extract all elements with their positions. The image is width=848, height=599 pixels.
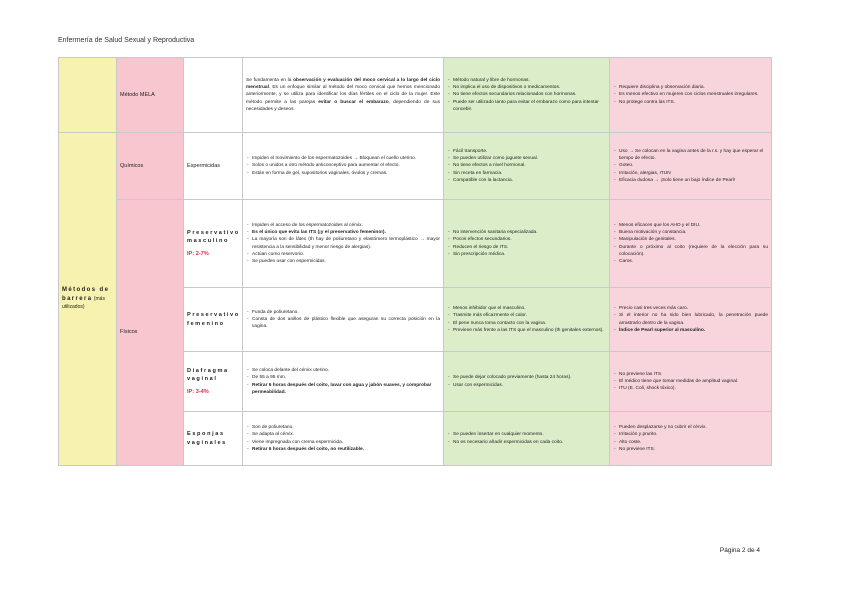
list-item: - Menos inhibidor que el masculino. [453, 305, 606, 312]
description-cell [243, 200, 444, 288]
disadvantages-cell [610, 58, 772, 133]
method-cell [117, 58, 184, 133]
disadvantages-list [613, 84, 768, 106]
category-cell-barrera [59, 133, 117, 466]
list-item: - Previene más frente a las ITS que el masculino (th genitales externos). [453, 327, 606, 334]
category-cell-fisicos [117, 200, 184, 466]
disadvantages-cell [610, 412, 772, 466]
description-cell [243, 412, 444, 466]
disadvantages-list [613, 424, 768, 453]
method-cell [184, 200, 243, 288]
method-cell [184, 352, 243, 412]
barrier-methods-sublabel: (más utilizados) [62, 296, 105, 311]
advantages-list [447, 77, 606, 113]
list-item [252, 446, 440, 453]
list-item: - Eficacia dudosa → ¡Solo tiene un bajo índice de Pearl! [619, 177, 768, 184]
list-item: - ITU (E. Coli, shock tóxico). [619, 385, 768, 392]
list-item: - No implica el uso de dispositivos o medicamentos. [453, 84, 606, 91]
description-list [246, 155, 440, 177]
list-item: - De 55 a 95 mm. [252, 374, 440, 381]
advantages-cell [444, 288, 610, 352]
page-number: Página 2 de 4 [719, 547, 760, 554]
description-cell [243, 352, 444, 412]
list-item: - Se pueden usar con espermicidas. [252, 258, 440, 265]
list-item: - Son de poliuretano. [252, 424, 440, 431]
list-item: - Se coloca delante del cérvix uterino. [252, 367, 440, 374]
desc-bold: observación y evaluación del moco cervical a lo largo del ciclo menstrual [246, 78, 441, 91]
disadvantages-list [613, 371, 768, 393]
list-item: - Impiden el movimiento de los espermatozoides → Bloquean el cuello uterino. [252, 155, 440, 162]
list-item: - Pueden desplazarse y no cubrir el cérvix. [619, 424, 768, 431]
list-item: - Goteo. [619, 162, 768, 169]
table-row [59, 58, 772, 133]
list-item: - No protege contra las ITS. [619, 99, 768, 106]
list-item: - No previene ITS. [619, 446, 768, 453]
list-item: - Pocos efectos secundarios. [453, 236, 606, 243]
list-item: - No tiene efectos secundarios relacionados con hormonas. [453, 91, 606, 98]
list-item: - Requiere disciplina y observación diaria. [619, 84, 768, 91]
desc-bold: evitar o buscar el embarazo [318, 99, 389, 105]
method-cell [184, 133, 243, 200]
method-name: Esponjas vaginales [187, 431, 227, 446]
list-item: - Fácil transporte. [453, 148, 606, 155]
method-name: Preservativo femenino [187, 312, 240, 327]
method-name: Espermicidas [187, 162, 221, 169]
disadvantages-cell [610, 352, 772, 412]
advantages-cell [444, 58, 610, 133]
disadvantages-list [613, 148, 768, 184]
desc-text: . Es un enfoque similar al método del moco cervical que hemos mencionado anteriormente, y se utiliza para identificar los días fértiles en el ciclo de la mujer. Este método permite a las parejas [246, 85, 440, 105]
list-item [619, 327, 768, 334]
contraceptive-methods-table [58, 57, 772, 466]
list-item: - Buena motivación y constancia. [619, 229, 768, 236]
list-item: - Consta de dos anillos de plástico flexible que aseguran su correcta posición en la vagina. [252, 316, 440, 330]
list-item: - La mayoría son de látex (th hay de poliuretano y elastómero termoplástico → mayor resistencia a la sensibilidad y menor riesgo de alergias). [252, 236, 440, 250]
list-item: - Manipulación de genitales. [619, 236, 768, 243]
list-item: - Método natural y libre de hormonas. [453, 77, 606, 84]
list-item: - El médico tiene que tomar medidas de amplitud vaginal. [619, 378, 768, 385]
desc-bold: Retirar 6 horas después del coito, lavar con agua y jabón suaves, y comprobar permeabilidad. [252, 382, 432, 395]
description-cell [243, 288, 444, 352]
list-item: - Solos o unidos a otro método anticonceptivo para aumentar el efecto. [252, 162, 440, 169]
method-cell [184, 288, 243, 352]
list-item: - Funda de poliuretano. [252, 309, 440, 316]
disadvantages-cell [610, 133, 772, 200]
desc-text: , dependiendo de sus necesidades y deseos. [246, 99, 440, 112]
list-item: - No es necesario añadir espermicidas en cada coito. [453, 439, 606, 446]
advantages-list [447, 305, 606, 334]
list-item: - Están en forma de gel, supositorios vaginales, óvulos y cremas. [252, 170, 440, 177]
list-item: - Sin prescripción médica. [453, 251, 606, 258]
table-row [59, 200, 772, 288]
table-row [59, 133, 772, 200]
list-item [252, 382, 440, 396]
desc-bold: Retirar 6 horas después del coito, no reutilizable. [252, 446, 364, 452]
description-list [246, 222, 440, 265]
list-item: - El pene nunca toma contacto con la vagina. [453, 320, 606, 327]
disadvantages-cell [610, 200, 772, 288]
barrier-methods-label: Métodos de barrera [62, 287, 110, 303]
advantages-list [447, 148, 606, 184]
category-name: Físicos [120, 329, 138, 336]
list-item: - No tiene efectos a nivel hormonal. [453, 162, 606, 169]
list-item: - Sin receta en farmacia. [453, 170, 606, 177]
category-cell-empty [59, 58, 117, 133]
list-item: - Caros. [619, 258, 768, 265]
pearl-index: IP: 3-4% [187, 388, 209, 395]
submethod-cell-empty [184, 58, 243, 133]
list-item: - Alto coste. [619, 439, 768, 446]
list-item: - Durante o próximo al coito (requiere de la elección para su colocación). [619, 244, 768, 258]
description-cell [243, 58, 444, 133]
list-item: - Actúan como reservorio. [252, 251, 440, 258]
list-item: - Menos eficaces que los AHO y el DIU. [619, 222, 768, 229]
desc-bold: Índice de Pearl superior al masculino. [619, 327, 706, 333]
method-name: Diafragma vaginal [187, 367, 229, 383]
description-cell [243, 133, 444, 200]
pearl-index: IP: 2-7% [187, 250, 209, 257]
category-cell-quimicos [117, 133, 184, 200]
list-item: - Irritación y prurito. [619, 431, 768, 438]
list-item: - No previene las ITS. [619, 371, 768, 378]
advantages-list [447, 431, 606, 445]
description-list [246, 367, 440, 396]
method-name: Preservativo masculino [187, 229, 240, 245]
list-item: - Se adapta al cérvix. [252, 431, 440, 438]
list-item: - No intervención sanitaria especializada. [453, 229, 606, 236]
list-item [252, 229, 440, 236]
advantages-cell [444, 133, 610, 200]
list-item: - Viene impregnada con crema espermicida. [252, 439, 440, 446]
method-name: Método MELA [120, 91, 155, 98]
list-item: - Usar con espermicidas. [453, 382, 606, 389]
method-cell [184, 412, 243, 466]
list-item: - Puede ser utilizado tanto para evitar el embarazo como para intentar concebir. [453, 99, 606, 113]
document-header: Enfermería de Salud Sexual y Reproductiva [58, 37, 195, 44]
desc-bold: Es el único que evita las ITS (¡y el preservativo femenino!). [252, 230, 386, 236]
disadvantages-cell [610, 288, 772, 352]
list-item: - Reducen el riesgo de ITS. [453, 244, 606, 251]
advantages-cell [444, 412, 610, 466]
category-name: Químicos [120, 162, 144, 169]
disadvantages-list [613, 305, 768, 334]
list-item: - Trasmite más eficazmente el calor. [453, 312, 606, 319]
list-item: - Uso → Se colocan en la vagina antes de la r.s. y hay que esperar el tiempo de efecto. [619, 148, 768, 162]
advantages-list [447, 374, 606, 388]
advantages-cell [444, 200, 610, 288]
disadvantages-list [613, 222, 768, 265]
list-item: - Impiden el acceso de los espermatozoides al cérvix. [252, 222, 440, 229]
list-item: - Se pueden utilizar como juguete sexual. [453, 155, 606, 162]
advantages-list [447, 229, 606, 258]
list-item: - Si el interior no ha sido bien lubricado, la penetración puede arrastrarlo dentro de la vagina. [619, 312, 768, 326]
list-item: - Se puede dejar colocado previamente (hasta 24 horas). [453, 374, 606, 381]
description-list [246, 309, 440, 331]
list-item: - Se pueden insertar en cualquier momento. [453, 431, 606, 438]
list-item: - Compatible con la lactancia. [453, 177, 606, 184]
description-list [246, 424, 440, 453]
advantages-cell [444, 352, 610, 412]
list-item: - Irritación, alergias, ITUN [619, 170, 768, 177]
list-item: - Precio casi tres veces más caro. [619, 305, 768, 312]
list-item: - Es menos efectivo en mujeres con ciclos menstruales irregulares. [619, 91, 768, 98]
desc-text: Se fundamenta en la [246, 78, 294, 84]
